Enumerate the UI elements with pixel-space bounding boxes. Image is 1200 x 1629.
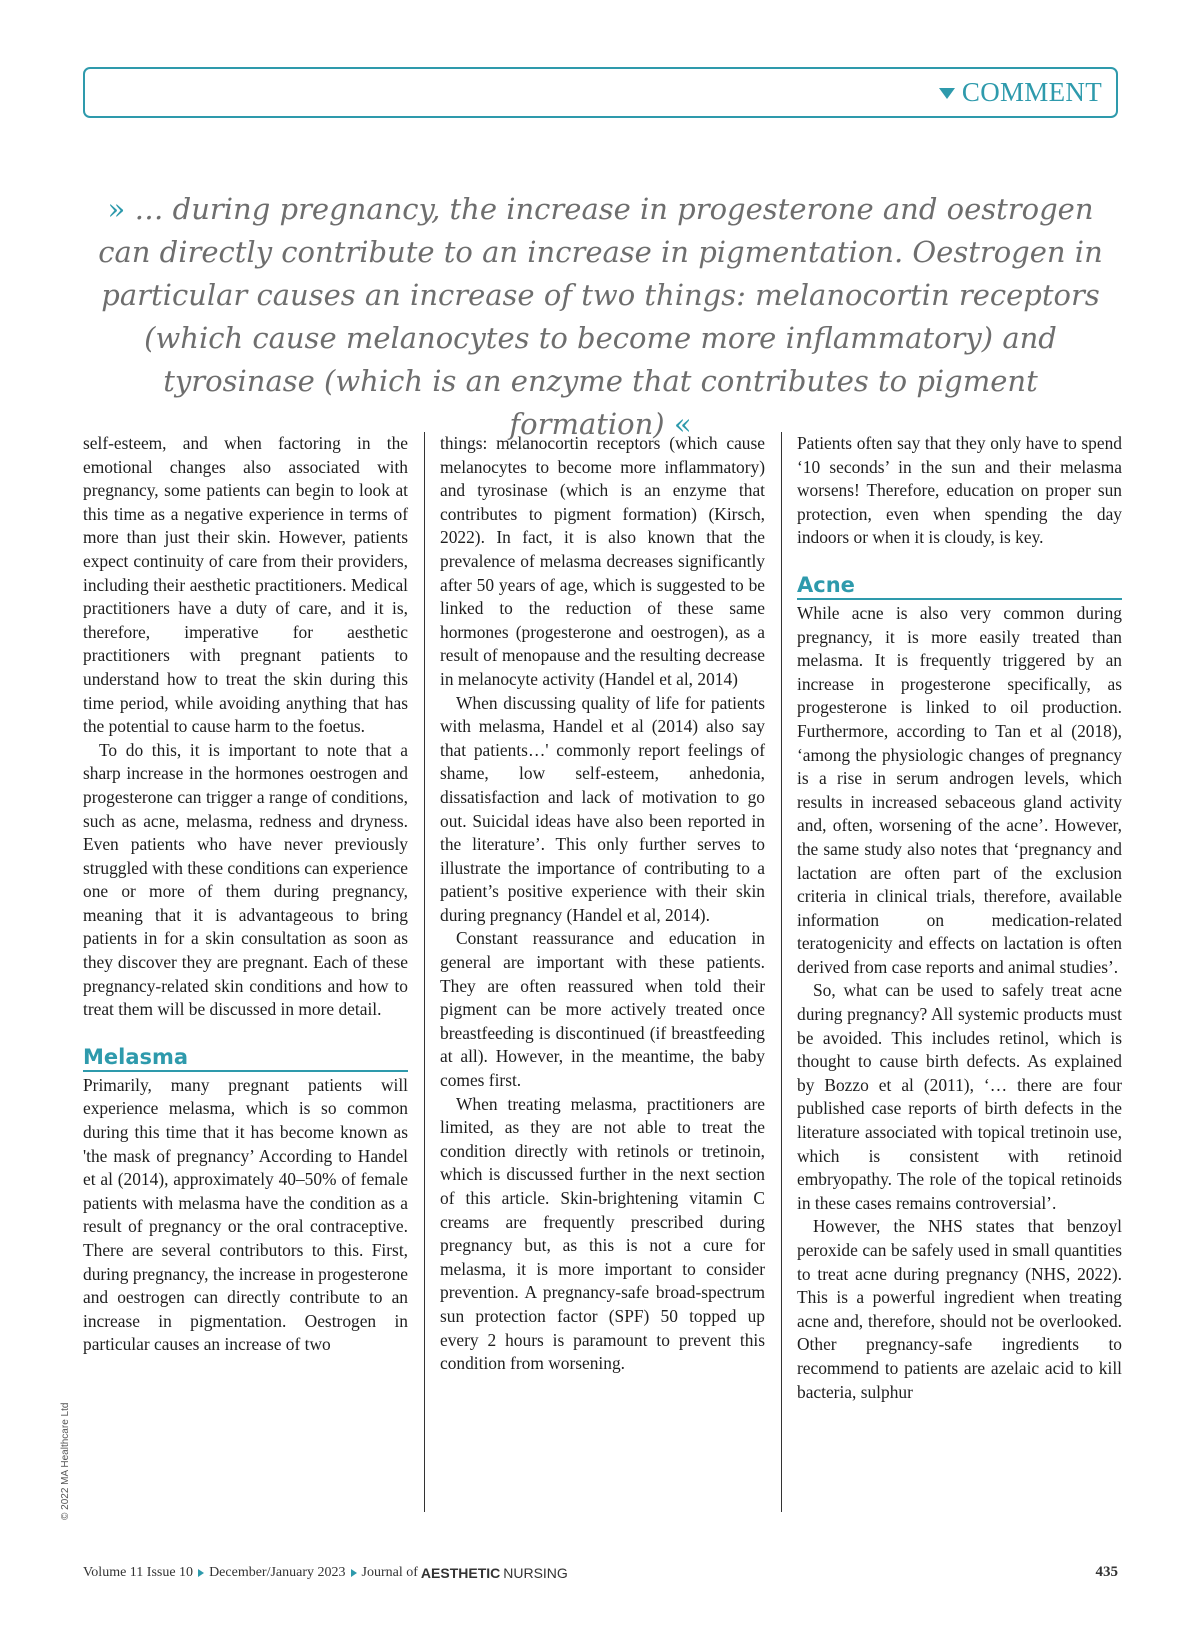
paragraph: While acne is also very common during pregnancy, it is more easily treated than melasma. It is frequently triggered by an increase in progesterone specifically, as progesterone is linked to oil production. Furthermore, according to Tan et al (2018), ‘among the physiologic changes of pregnancy is a rise in serum androgen levels, which results in increased sebaceous gland activity and, often, worsening of the acne’. However, the same study also notes that ‘pregnancy and lactation are often part of the exclusion criteria in clinical trials, therefore, available information on medication-related teratogenicity and effects on lactation is often derived from case reports and animal studies’. [797,602,1122,977]
article-column-3 [797,432,1122,1404]
quote-close-mark: « [673,407,692,441]
column-divider [781,432,782,1512]
footer-date: December/January 2023 [209,1564,346,1580]
footer-journal-brand: AESTHETIC [420,1564,501,1581]
section-header-box [83,67,1118,118]
triangle-right-icon [351,1569,357,1577]
copyright-notice: © 2022 MA Healthcare Ltd [60,1402,71,1520]
paragraph: Patients often say that they only have to spend ‘10 seconds’ in the sun and their melasma worsens! Therefore, education on proper sun protection, even when spending the day indoors or when it is cloudy, is key. [797,433,1122,548]
pull-quote [83,188,1118,446]
page-number: 435 [1095,1564,1118,1580]
article-column-2 [440,432,765,1376]
paragraph: When discussing quality of life for patients with melasma, Handel et al (2014) also say that patients…' commonly report feelings of shame, low self-esteem, anhedonia, dissatisfaction and lack of motivation to go out. Suicidal ideas have also been reported in the literature’. This only further serves to illustrate the importance of contributing to a patient’s positive experience with their skin during pregnancy (Handel et al, 2014). [440,692,765,925]
quote-open-mark: » [107,192,126,226]
article-column-1 [83,432,408,1357]
paragraph: So, what can be used to safely treat acne during pregnancy? All systemic products must be avoided. This includes retinol, which is thought to cause birth defects. As explained by Bozzo et al (2011), ‘… there are four published case reports of birth defects in the literature associated with topical tretinoin use, which is consistent with retinoid embryopathy. The role of the topical retinoids in these cases remains controversial’. [797,980,1122,1213]
paragraph: things: melanocortin receptors (which cause melanocytes to become more inflammatory) and tyrosinase (which is an enzyme that contributes to pigment formation) (Kirsch, 2022). In fact, it is also known that the prevalence of melasma decreases significantly after 50 years of age, which is suggested to be linked to the reduction of these same hormones (progesterone and oestrogen), as a result of menopause and the resulting decrease in melanocyte activity (Handel et al, 2014) [440,433,765,689]
pull-quote-text: … during pregnancy, the increase in progesterone and oestrogen can directly contribute to an increase in pigmentation. Oestrogen in particular causes an increase of two things: melanocortin receptors (which cause melanocytes to become more inflammatory) and tyrosinase (which is an enzyme that contributes to pigment formation) [98,192,1103,441]
triangle-right-icon [198,1569,204,1577]
paragraph: Constant reassurance and education in general are important with these patients. They are often reassured when told their pigment can be more actively treated once breastfeeding is discontinued (if breastfeeding at all). However, in the meantime, the baby comes first. [440,928,765,1091]
paragraph: Primarily, many pregnant patients will experience melasma, which is so common during this time that it has become known as 'the mask of pregnancy’ According to Handel et al (2014), approximately 40–50% of female patients with melasma have the condition as a result of pregnancy or the oral contraceptive. There are several contributors to this. First, during pregnancy, the increase in progesterone and oestrogen can directly contribute to an increase in pigmentation. Oestrogen in particular causes an increase of two [83,1074,408,1355]
paragraph: To do this, it is important to note that a sharp increase in the hormones oestrogen and progesterone can trigger a range of conditions, such as acne, melasma, redness and dryness. Even patients who have never previously struggled with these conditions can experience one or more of them during pregnancy, meaning that it is advantageous to bring patients in for a skin consultation as soon as they discover they are pregnant. Each of these pregnancy-related skin conditions and how to treat them will be discussed in more detail. [83,739,409,1020]
section-label-text: COMMENT [961,77,1102,107]
section-heading-melasma: Melasma [83,1044,408,1072]
column-divider [424,432,425,1512]
page-footer [83,1564,1118,1581]
footer-journal-prefix: Journal of [361,1564,418,1580]
footer-journal-suffix: NURSING [503,1564,568,1581]
triangle-down-icon [939,88,955,99]
section-label [939,77,1102,108]
section-heading-acne: Acne [797,572,1122,600]
paragraph: When treating melasma, practitioners are limited, as they are not able to treat the condition directly with retinols or tretinoin, which is discussed further in the next section of this article. Skin-brightening vitamin C creams are frequently prescribed during pregnancy but, as this is not a cure for melasma, it is more important to consider prevention. A pregnancy-safe broad-spectrum sun protection factor (SPF) 50 topped up every 2 hours is paramount to prevent this condition from worsening. [440,1093,765,1374]
paragraph: However, the NHS states that benzoyl peroxide can be safely used in small quantities to treat acne during pregnancy (NHS, 2022). This is a powerful ingredient when treating acne and, therefore, should not be overlooked. Other pregnancy-safe ingredients to recommend to patients are azelaic acid to kill bacteria, sulphur [797,1216,1122,1402]
paragraph: self-esteem, and when factoring in the emotional changes also associated with pregnancy, some patients can begin to look at this time as a negative experience in terms of more than just their skin. However, patients expect continuity of care from their providers, including their aesthetic practitioners. Medical practitioners have a duty of care, and it is, therefore, imperative for aesthetic practitioners with pregnant patients to understand how to treat the skin during this time period, while avoiding anything that has the potential to cause harm to the foetus. [83,433,408,737]
footer-volume: Volume 11 Issue 10 [83,1564,194,1580]
